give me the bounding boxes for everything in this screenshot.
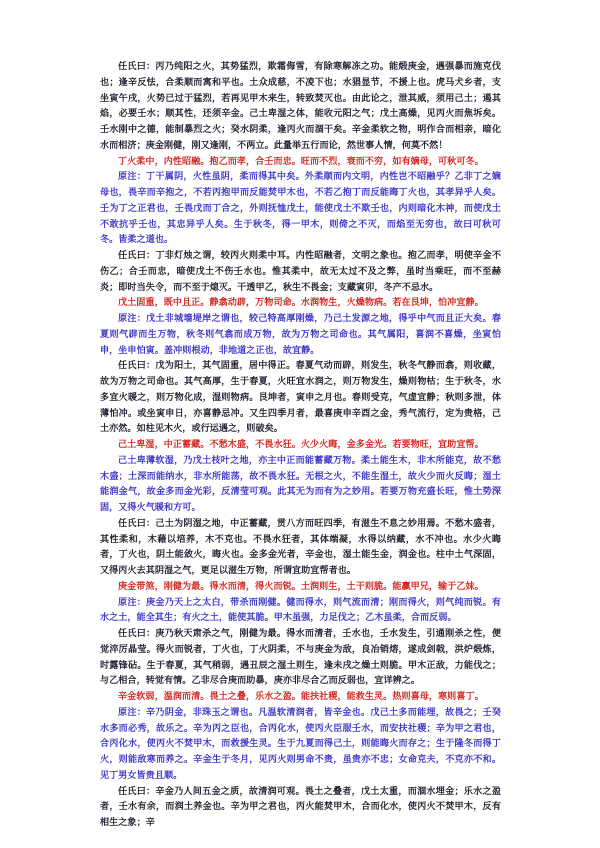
document-text-body [100,60,501,832]
paragraph-ren-shi-yue-ji-tu: 任氏曰：己土为阴湿之地，中正蓄藏，贯八方而旺四季，有滋生不息之妙用焉。不愁木盛者，其性柔和，木藉以培养，木不克也。不畏水狂者，其体端凝，水得以纳藏，水不冲也。水少火晦者，丁火也，阴土能敛火，晦火也。金多金光者，辛金也，湿土能生金，润金也。柱中土气深固，又得丙火去其阴湿之气，更足以滋生万物，所谓宜助宜帮者也。 [100,518,501,576]
paragraph-yuan-zhu-geng-jin: 原注：庚金乃天上之太白，带杀而刚健。健而得水，则气流而清；刚而得火，则气纯而锐。有水之土，能全其生；有火之土，能使其脆。甲木虽强，力足伐之；乙木虽柔，合而反弱。 [100,597,501,624]
paragraph-verse-ding-huo: 丁火柔中，内性昭融。抱乙而孝，合壬而忠。旺而不烈，衰而不穷，如有嫡母，可秋可冬。 [118,156,484,167]
paragraph-verse-wu-tu: 戊土固重，既中且正。静翕动辟，万物司命。水润物生，火燥物病。若在艮坤，怕冲宜静。 [118,298,484,309]
paragraph-yuan-zhu-ding-huo: 原注：丁干属阴，火性虽阴，柔而得其中矣。外柔顺而内文明，内性岂不昭融乎？乙非丁之嫡母也，畏辛而辛抱之，不若丙抱甲而反能焚甲木也，不若乙抱丁而反能晦丁火也，其孝异乎人矣。壬为丁之正君也，壬畏戊而丁合之，外则抚恤戊土，能使戊土不欺壬也，内则暗化木神，而使戊土不敢抗乎壬也，其忠异乎人矣。生于秋冬，得一甲木，则倚之不灭，而焰至无穷也，故曰可秋可冬。皆柔之道也。 [100,172,501,246]
paragraph-ren-shi-yue-geng-jin: 任氏曰：庚乃秋天肃杀之气，刚健为最。得水而清者，壬水也，壬水发生，引通刚杀之性，便觉淬厉晶莹。得火而锐者，丁火也，丁火阴柔，不与庚金为敌，良冶销熔，遂成剑戟，洪炉煅炼，时露锋砧。生于春夏，其气稍弱，遇丑辰之湿土则生，逢未戌之燥土则脆。甲木正敌，力能伐之；与乙相合，转觉有情。乙非尽合庚而助暴，庚亦非尽合乙而反弱也，宜详辨之。 [100,629,501,687]
paragraph-ren-shi-yue-ding-huo: 任氏曰：丁非灯烛之谓，较丙火则柔中耳。内性昭融者，文明之象也。抱乙而孝，明使辛金不伤乙；合壬而忠，暗使戊土不伤壬水也。惟其柔中，故无太过不及之弊，虽时当乘旺，而不至赫炎；即时当失令，而不至于熄灭。干透甲乙，秋生不畏金；支藏寅卯，冬产不忌水。 [100,251,501,293]
paragraph-yuan-zhu-ji-tu: 己土卑薄软湿，乃戊土枝叶之地，亦主中正而能蓄藏万物。柔土能生木，非木所能克，故不愁木盛；土深而能纳水，非水所能荡，故不畏水狂。无根之火，不能生湿土，故火少而火反晦；湿土能润金气，故金多而金光彩，反清莹可观。此其无为而有为之妙用。若要万物充盛长旺，惟土势深固，又得火气暖和方可。 [100,455,501,513]
paragraph-ren-shi-yue-xin-jin: 任氏曰：辛金乃人间五金之质，故清润可观。畏土之叠者，戊土太重，而涸水埋金；乐水之盈者，壬水有余，而润土养金也。辛为甲之君也，丙火能焚甲木，合而化水，使丙火不焚甲木，反有相生之象；辛 [100,786,501,828]
paragraph-verse-geng-jin: 庚金带煞，刚健为最。得水而清，得火而锐。土润则生，土干则脆。能赢甲兄，输于乙妹。 [118,581,484,592]
paragraph-verse-ji-tu: 己土卑湿，中正蓄藏。不愁木盛，不畏水狂。火少火晦，金多金光。若要物旺，宜助宜帮。 [118,440,484,450]
paragraph-yuan-zhu-xin-jin: 原注：辛乃阴金，非珠玉之谓也。凡温软清润者，皆辛金也。戊己土多而能埋，故畏之；壬癸水多而必秀，故乐之。辛为丙之臣也，合丙化水，使丙火臣服壬水，而安扶社稷；辛为甲之君也，合丙化水，使丙火不焚甲木，而救援生灵。生于九夏而得己土，则能晦火而存之；生于隆冬而得丁火，则能敌寒而养之。辛金生于冬月，见丙火则男命不贵，虽贵亦不忠；女命克夫，不克亦不和。见丁男女皆贵且顺。 [100,707,501,781]
paragraph-ren-shi-yue-wu-tu: 任氏曰：戊为阳土，其气固重，居中得正。春夏气动而辟，则发生，秋冬气静而翕，则收藏，故为万物之司命也。其气高厚，生于春夏，火旺宜水润之，则万物发生，燥则物枯；生于秋冬，水多宜火暖之，则万物化成，湿则物病。艮坤者，寅申之月也。春则受克，气虚宜静；秋则多泄，体薄怕冲。或坐寅申日，亦喜静忌冲。又生四季月者，最喜庚申辛酉之金，秀气流行，定为贵格，己土亦然。如柱见木火，或行运遇之，则破矣。 [100,361,501,435]
paragraph-yuan-zhu-wu-tu: 原注：戊土非城墙堤岸之谓也，较己特高厚刚燥，乃己土发源之地，得乎中气而且正大矣。春夏则气辟而生万物，秋冬则气翕而成万物，故为万物之司命也。其气属阳，喜润不喜燥，坐寅怕申，坐申怕寅。盖冲则根动，非地道之正也，故宜静。 [100,314,501,356]
paragraph-ren-shi-yue: 任氏曰：丙乃纯阳之火，其势猛烈，欺霜侮雪，有除寒解冻之功。能煅庚金，遇强暴而施克伐也；逢辛反怯，合柔顺而寓和平也。土众成慈，不凌下也；水猖显节，不援上也。虎马犬乡者，支坐寅午戌，火势已过于猛烈，若再见甲木来生，转致焚灭也。由此论之，泄其威，须用己土；遏其焰，必要壬水；顺其性，还须辛金。己土卑湿之体，能收元阳之气；戊土高燥，见丙火而焦坼矣。壬水刚中之德，能制暴烈之火；癸水阴柔，逢丙火而涸干矣。辛金柔软之物，明作合而相亲，暗化水而相济；庚金刚健，刚又逢刚，不两立。此量举五行而论，然世事人情，何莫不然！ [100,62,501,151]
paragraph-verse-xin-jin: 辛金软弱，温润而清。畏土之叠，乐水之盈。能扶社稷，能救生灵。热则喜母，寒则喜丁。 [118,692,484,702]
